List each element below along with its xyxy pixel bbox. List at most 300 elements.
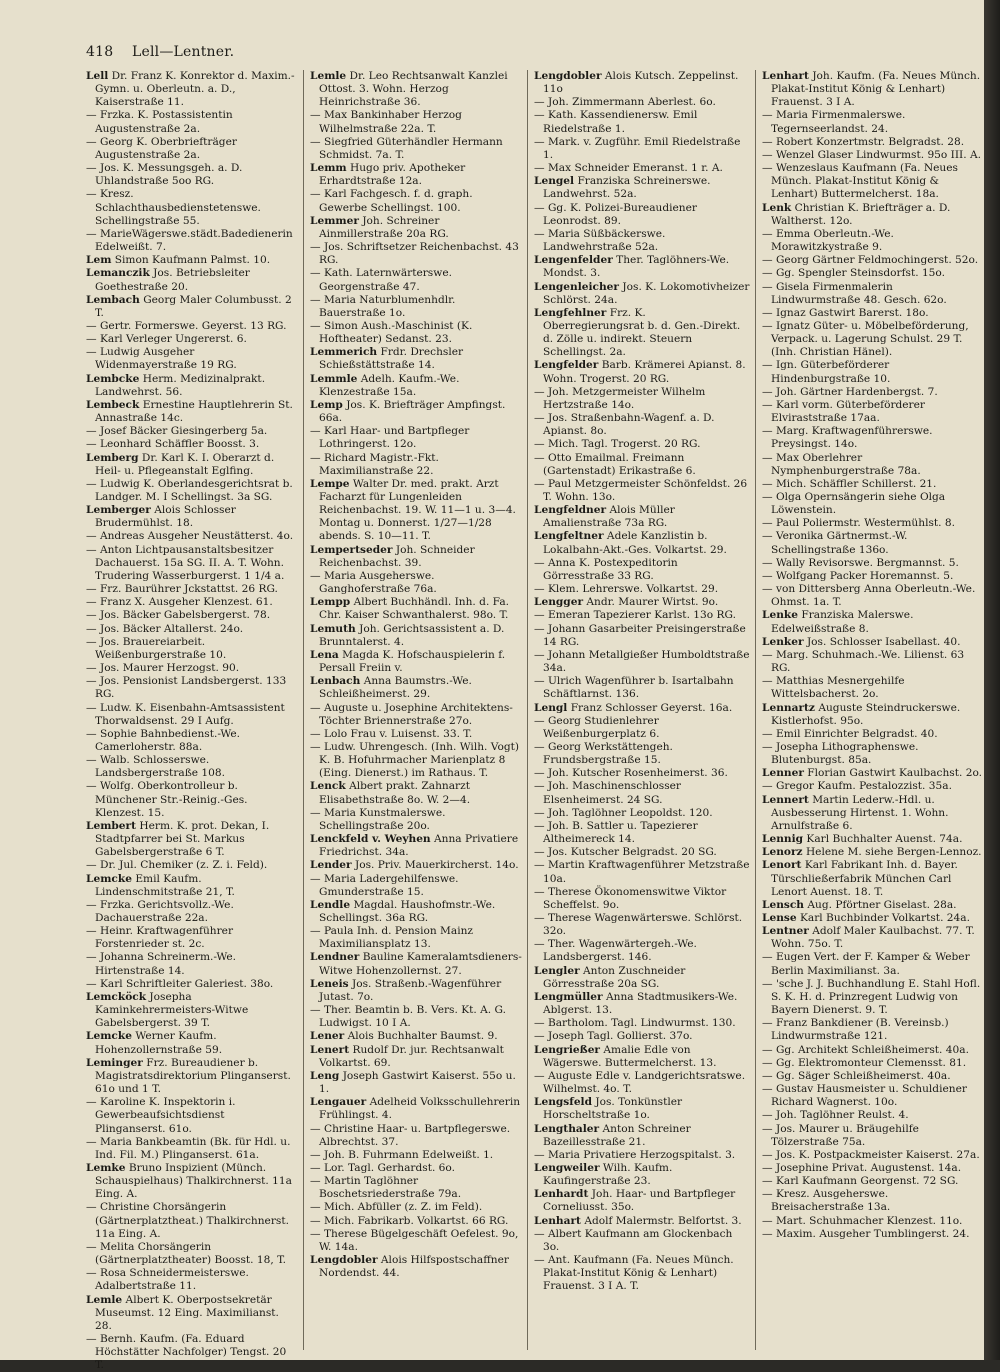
entry-text: Adolf Maler Kaulbachst. 77. T. Wohn. 75o. T.: [771, 925, 975, 951]
directory-entry: [86, 925, 298, 951]
directory-entry: [534, 596, 750, 609]
entry-text: — Gg. Architekt Schleißheimerst. 40a.: [762, 1043, 969, 1056]
directory-entry: [86, 320, 298, 333]
entry-text: — Kath. Kassendienersw. Emil Riedelstraße 1.: [534, 109, 698, 135]
directory-entry: [762, 741, 982, 767]
entry-text: Joh. Gerichtsassistent a. D. Brunntalerst. 4.: [319, 622, 505, 648]
directory-entry: [310, 109, 522, 135]
directory-entry: [534, 965, 750, 991]
entry-text: — Maria Kunstmalerswe. Schellingstraße 20o.: [310, 806, 446, 832]
entry-text: — Gustav Hausmeister u. Schuldiener Richard Wagnerst. 10o.: [762, 1083, 967, 1109]
directory-entry: [86, 859, 298, 872]
entry-text: Alois Buchhalter Baumst. 9.: [347, 1030, 498, 1043]
surname-heading: Lemmle: [310, 372, 358, 385]
directory-entry: [534, 583, 750, 596]
directory-entry: [310, 1162, 522, 1175]
entry-text: — Paul Poliermstr. Westermühlst. 8.: [762, 517, 956, 530]
entry-text: — Maxim. Ausgeher Tumblingerst. 24.: [762, 1227, 970, 1240]
surname-heading: Lenhart: [534, 1214, 581, 1227]
surname-heading: Lengfehlner: [534, 306, 607, 319]
surname-heading: Leneis: [310, 977, 349, 990]
entry-text: — Ther. Beamtin b. B. Vers. Kt. A. G. Ludwigst. 10 I A.: [310, 1004, 506, 1030]
surname-heading: Lenker: [762, 635, 804, 648]
entry-text: — Ludwig K. Oberlandesgerichtsrat b. Landger. M. I Schellingst. 3a SG.: [86, 477, 293, 503]
entry-text: — Ant. Kaufmann (Fa. Neues Münch. Plakat-Institut König & Lenhart) Frauenst. 3 I A. T.: [534, 1254, 734, 1293]
surname-heading: Lengauer: [310, 1096, 367, 1109]
directory-entry: [310, 399, 522, 425]
directory-entry: [534, 96, 750, 109]
entry-text: Barb. Krämerei Apianst. 8. Wohn. Trogerst. 20 RG.: [543, 359, 746, 385]
entry-text: — Frzka. Gerichtsvollz.-We. Dachauerstraße 22a.: [86, 898, 234, 924]
surname-heading: Lenorz: [762, 846, 803, 859]
directory-entry: [310, 833, 522, 859]
directory-entry: [310, 1004, 522, 1030]
directory-entry: [534, 807, 750, 820]
entry-text: — Simon Aush.-Maschinist (K. Hoftheater) Sedanst. 23.: [310, 319, 473, 346]
directory-entry: [762, 859, 982, 898]
directory-entry: [762, 899, 982, 912]
entry-text: — Paula Inh. d. Pension Mainz Maximiliansplatz 13.: [310, 925, 473, 951]
entry-text: Albert K. Oberpostsekretär Museumst. 12 Eing. Maximilianst. 28.: [95, 1293, 279, 1332]
directory-entry: [534, 741, 750, 767]
entry-text: — Otto Emailmal. Freimann (Gartenstadt) Erikastraße 6.: [534, 451, 696, 477]
entry-text: — Marg. Schuhmach.-We. Lilienst. 63 RG.: [762, 648, 965, 675]
page-number: 418: [86, 44, 114, 60]
entry-text: — 'sche J. J. Buchhandlung E. Stahl Hofl. S. K. H. d. Prinzregent Ludwig von Bayern Dienerst. 9. T.: [762, 977, 981, 1017]
directory-entry: [534, 412, 750, 438]
surname-heading: Lengfelder: [534, 359, 599, 372]
directory-entry: [762, 70, 982, 109]
directory-entry: [86, 399, 298, 425]
surname-heading: Lengmüller: [534, 990, 603, 1003]
entry-text: — Andreas Ausgeher Neustätterst. 4o.: [86, 530, 294, 543]
entry-text: Karl Buchhalter Auenst. 74a.: [806, 833, 963, 846]
entry-text: Ernestine Hauptlehrerin St. Annastraße 14c.: [95, 398, 293, 425]
directory-entry: [86, 504, 298, 530]
entry-text: — Jos. Brauereiarbeit. Weißenburgerstraße 10.: [86, 635, 227, 661]
entry-text: — Martin Kraftwagenführer Metzstraße 10a.: [534, 859, 750, 885]
directory-entry: [534, 1162, 750, 1188]
surname-heading: Lenort: [762, 859, 802, 872]
surname-heading: Lengler: [534, 964, 580, 977]
directory-entry: [86, 702, 298, 728]
entry-text: — Johann Metallgießer Humboldtstraße 34a.: [534, 648, 750, 675]
surname-heading: Lenner: [762, 767, 804, 780]
entry-text: — Maria Ausgeherswe. Ganghoferstraße 76a.: [310, 569, 437, 596]
entry-text: Walter Dr. med. prakt. Arzt Facharzt für Lungenleiden Reichenbachst. 19. W. 11—1 u. 3—4. Montag u. Donnerst. 1/27—1/28 abends. S. 10—11. T.: [319, 477, 516, 543]
directory-entry: [310, 675, 522, 701]
entry-text: — Gg. Säger Schleißheimerst. 40a.: [762, 1069, 951, 1082]
directory-entry: [534, 780, 750, 806]
entry-text: Albert prakt. Zahnarzt Elisabethstraße 8o. W. 2—4.: [319, 780, 471, 806]
entry-text: — Mich. Tagl. Trogerst. 20 RG.: [534, 438, 701, 451]
directory-entry: [762, 320, 982, 359]
entry-text: — Jos. Bäcker Gabelsbergerst. 78.: [86, 609, 271, 622]
entry-text: — von Dittersberg Anna Oberleutn.-We. Ohmst. 1a. T.: [762, 583, 976, 609]
surname-heading: Lembert: [86, 819, 137, 832]
entry-text: — Matthias Mesnergehilfe Wittelsbacherst. 2o.: [762, 675, 905, 701]
entry-text: — Emil Einrichter Belgradst. 40.: [762, 727, 938, 740]
directory-entry: [86, 1096, 298, 1135]
directory-entry: [310, 1175, 522, 1201]
entry-text: Joseph Gastwirt Kaiserst. 55o u. 1.: [319, 1069, 516, 1096]
entry-text: — Leonhard Schäffler Boosst. 3.: [86, 438, 260, 451]
directory-entry: [310, 951, 522, 977]
directory-entry: [310, 425, 522, 451]
directory-entry: [762, 517, 982, 530]
entry-text: Florian Gastwirt Kaulbachst. 2o.: [807, 767, 983, 780]
directory-entry: [86, 754, 298, 780]
entry-text: — Karl vorm. Güterbeförderer Elviraststraße 17aa.: [762, 398, 925, 425]
directory-entry: [86, 899, 298, 925]
directory-entry: [762, 1017, 982, 1043]
directory-entry: [534, 281, 750, 307]
entry-text: — Maria Naturblumenhdlr. Bauerstraße 1o.: [310, 293, 456, 319]
surname-heading: Lembeck: [86, 398, 140, 411]
directory-entry: [310, 649, 522, 675]
directory-entry: [310, 294, 522, 320]
surname-heading: Lem: [86, 254, 112, 267]
directory-entry: [762, 1083, 982, 1109]
directory-entry: [762, 649, 982, 675]
surname-heading: Lense: [762, 912, 797, 924]
directory-entry: [86, 267, 298, 293]
directory-entry: [762, 1149, 982, 1162]
directory-entry: [310, 188, 522, 214]
directory-entry: [86, 70, 298, 109]
directory-entry: [534, 438, 750, 451]
entry-text: Jos. K. Lokomotivheizer Schlörst. 24a.: [543, 280, 750, 306]
surname-heading: Lendner: [310, 951, 360, 964]
directory-entry: [762, 636, 982, 649]
directory-entry: [534, 1123, 750, 1149]
entry-text: — Auguste Edle v. Landgerichtsratswe. Wilhelmst. 4o. T.: [534, 1069, 746, 1096]
directory-entry: [86, 254, 298, 267]
directory-entry: [762, 399, 982, 425]
directory-entry: [762, 359, 982, 385]
entry-text: — Paul Metzgermeister Schönfeldst. 26 T. Wohn. 13o.: [534, 477, 748, 503]
entry-text: — Kresz. Ausgeherswe. Breisacherstraße 13a.: [762, 1188, 891, 1214]
directory-entry: [762, 1228, 982, 1241]
directory-entry: [86, 978, 298, 991]
directory-entry: [310, 978, 522, 1004]
directory-entry: [534, 162, 750, 175]
entry-text: — Bernh. Kaufm. (Fa. Eduard Höchstätter Nachfolger) Tengst. 20 T.: [86, 1333, 287, 1372]
entry-text: Anna Stadtmusikers-We. Ablgerst. 13.: [543, 990, 738, 1017]
directory-entry: [534, 452, 750, 478]
directory-entry: [762, 254, 982, 267]
entry-text: — Josef Bäcker Giesingerberg 5a.: [86, 425, 268, 438]
surname-heading: Lemberger: [86, 504, 151, 517]
entry-text: Amalie Edle von Wägerswe. Buttermelcherst. 13.: [543, 1043, 717, 1069]
entry-text: — Joh. Taglöhner Leopoldst. 120.: [534, 806, 713, 819]
directory-entry: [534, 1254, 750, 1293]
surname-heading: Lengdobler: [534, 70, 602, 82]
directory-entry: [86, 1136, 298, 1162]
entry-text: — Mich. Schäffler Schillerst. 21.: [762, 477, 937, 490]
entry-text: — Christine Chorsängerin (Gärtnerplatztheat.) Thalkirchnerst. 11a Eing. A.: [86, 1201, 289, 1240]
entry-text: — Walb. Schlosserswe. Landsbergerstraße 108.: [86, 754, 225, 780]
directory-entry: [310, 267, 522, 293]
entry-text: — Jos. Maurer u. Bräugehilfe Tölzerstraße 75a.: [762, 1122, 919, 1148]
directory-entry: [534, 938, 750, 964]
surname-heading: Lempp: [310, 596, 351, 609]
directory-entry: [310, 1070, 522, 1096]
directory-entry: [762, 228, 982, 254]
entry-text: — Ludw. K. Eisenbahn-Amtsassistent Thorwaldsenst. 29 I Aufg.: [86, 701, 285, 727]
entry-text: — Joh. Kutscher Rosenheimerst. 36.: [534, 767, 728, 780]
directory-entry: [762, 162, 982, 201]
entry-text: Joh. Haar- und Bartpfleger Corneliusst. 35o.: [543, 1188, 736, 1214]
directory-entry: [310, 478, 522, 544]
surname-heading: Lemcke: [86, 1030, 132, 1043]
entry-text: — Martin Taglöhner Boschetsriederstraße 79a.: [310, 1175, 462, 1201]
entry-text: — Franz X. Ausgeher Klenzest. 61.: [86, 596, 273, 609]
entry-text: — Lor. Tagl. Gerhardst. 6o.: [310, 1161, 455, 1174]
entry-text: — Emma Oberleutn.-We. Morawitzkystraße 9.: [762, 227, 894, 254]
entry-text: — Karoline K. Inspektorin i. Gewerbeaufsichtsdienst Plinganserst. 61o.: [86, 1096, 236, 1135]
surname-heading: Lengsfeld: [534, 1096, 592, 1109]
entry-text: Bauline Kameralamtsdieners-Witwe Hohenzollernst. 27.: [319, 951, 522, 977]
entry-text: — Gg. Elektromonteur Clemensst. 81.: [762, 1056, 967, 1069]
entry-text: Alois Müller Amalienstraße 73a RG.: [543, 504, 675, 530]
directory-entry: [86, 438, 298, 451]
directory-entry: [86, 373, 298, 399]
column-2: [310, 70, 522, 1350]
entry-text: — Karl Haar- und Bartpfleger Lothringerst. 12o.: [310, 425, 470, 451]
directory-entry: [310, 623, 522, 649]
directory-entry: [86, 109, 298, 135]
entry-text: — Joh. Gärtner Hardenbergst. 7.: [762, 385, 938, 398]
entry-text: Dr. Leo Rechtsanwalt Kanzlei Ottost. 3. Wohn. Herzog Heinrichstraße 36.: [319, 70, 508, 109]
directory-entry: [762, 530, 982, 556]
surname-heading: Lenke: [762, 609, 798, 622]
entry-text: Joh. Schneider Reichenbachst. 39.: [319, 543, 475, 569]
directory-entry: [534, 359, 750, 385]
directory-entry: [86, 1333, 298, 1372]
surname-heading: Lengel: [534, 175, 575, 188]
entry-text: — Maria Firmenmalerswe. Tegernseerlandst. 24.: [762, 109, 906, 135]
entry-text: — Richard Magistr.-Fkt. Maximilianstraße 22.: [310, 451, 439, 477]
entry-text: — MarieWägerswe.städt.Badedienerin Edelweißt. 7.: [86, 227, 293, 254]
directory-entry: [310, 1228, 522, 1254]
directory-entry: [86, 544, 298, 583]
entry-text: — Melita Chorsängerin (Gärtnerplatztheater) Boosst. 18, T.: [86, 1240, 286, 1267]
directory-entry: [762, 570, 982, 583]
entry-text: — Veronika Gärtnermst.-W. Schellingstraße 136o.: [762, 530, 908, 556]
surname-heading: Lensch: [762, 898, 805, 911]
entry-text: Josepha Kaminkehrermeisters-Witwe Gabelsbergerst. 39 T.: [95, 990, 249, 1030]
entry-text: Alois Kutsch. Zeppelinst. 11o: [543, 70, 739, 96]
entry-text: Adolf Malermstr. Belfortst. 3.: [584, 1214, 742, 1227]
entry-text: — Ludw. Uhrengesch. (Inh. Wilh. Vogt) K. B. Hofuhrmacher Marienplatz 8 (Eing. Dienerst.) im Rathaus. T.: [310, 740, 519, 780]
directory-entry: [310, 373, 522, 399]
surname-heading: Lengfeltner: [534, 530, 604, 543]
entry-text: — Georg Gärtner Feldmochingerst. 52o.: [762, 254, 979, 267]
surname-heading: Lender: [310, 859, 352, 872]
surname-heading: Lemuth: [310, 622, 356, 635]
surname-heading: Lener: [310, 1030, 345, 1043]
entry-text: — Joh. Taglöhner Reulst. 4.: [762, 1109, 909, 1122]
directory-entry: [762, 149, 982, 162]
directory-entry: [310, 544, 522, 570]
entry-text: Joh. Kaufm. (Fa. Neues Münch. Plakat-Institut König & Lenhart) Frauenst. 3 I A.: [771, 70, 981, 109]
entry-text: — Georg K. Oberbriefträger Augustenstraße 2a.: [86, 135, 237, 161]
directory-entry: [534, 859, 750, 885]
directory-entry: [534, 1215, 750, 1228]
entry-text: Herm. Medizinalprakt. Landwehrst. 56.: [95, 372, 266, 398]
directory-columns: [86, 70, 983, 1372]
entry-text: — Jos. Pensionist Landsbergerst. 133 RG.: [86, 675, 287, 701]
entry-text: Ther. Taglöhners-We. Mondst. 3.: [543, 254, 730, 280]
surname-heading: Lemmer: [310, 214, 359, 227]
directory-entry: [310, 1096, 522, 1122]
directory-entry: [762, 1215, 982, 1228]
directory-entry: [534, 820, 750, 846]
entry-text: Aug. Pförtner Giselast. 28a.: [807, 898, 957, 911]
directory-entry: [86, 294, 298, 320]
directory-entry: [86, 1030, 298, 1056]
entry-text: — Karl Kaufmann Georgenst. 72 SG.: [762, 1175, 959, 1188]
directory-entry: [310, 728, 522, 741]
directory-entry: [310, 899, 522, 925]
entry-text: Jos. Straßenb.-Wagenführer Jutast. 7o.: [319, 977, 502, 1003]
directory-entry: [762, 307, 982, 320]
directory-entry: [310, 241, 522, 267]
directory-entry: [762, 978, 982, 1017]
entry-text: Karl Buchbinder Volkartst. 24a.: [799, 912, 970, 924]
directory-entry: [534, 254, 750, 280]
entry-text: — Joh. Metzgermeister Wilhelm Hertzstraße 14o.: [534, 385, 706, 411]
entry-text: Karl Fabrikant Inh. d. Bayer. Türschließerfabrik München Carl Lenort Auenst. 18. T.: [771, 859, 958, 898]
surname-heading: Lena: [310, 648, 339, 661]
entry-text: — Albert Kaufmann am Glockenbach 3o.: [534, 1227, 733, 1253]
directory-entry: [762, 767, 982, 780]
surname-heading: Lembach: [86, 293, 140, 306]
directory-entry: [534, 609, 750, 622]
directory-entry: [86, 1162, 298, 1201]
running-head: Lell—Lentner.: [131, 44, 235, 60]
surname-heading: Lenhart: [762, 70, 809, 82]
entry-text: — Eugen Vert. der F. Kamper & Weber Berlin Maximilianst. 3a.: [762, 951, 970, 977]
directory-entry: [310, 452, 522, 478]
entry-text: — Max Schneider Emeranst. 1 r. A.: [534, 162, 723, 175]
directory-entry: [762, 780, 982, 793]
directory-entry: [762, 728, 982, 741]
surname-heading: Lenhardt: [534, 1188, 589, 1201]
entry-text: — Karl Fachgesch. f. d. graph. Gewerbe Schellingst. 100.: [310, 188, 473, 214]
entry-text: — Therese Ökonomenswitwe Viktor Scheffelst. 9o.: [534, 885, 727, 911]
directory-entry: [762, 1044, 982, 1057]
surname-heading: Lengfeldner: [534, 504, 607, 517]
directory-entry: [534, 715, 750, 741]
entry-text: — Ignaz Gastwirt Barerst. 18o.: [762, 306, 929, 319]
directory-entry: [762, 1057, 982, 1070]
directory-entry: [534, 478, 750, 504]
directory-entry: [534, 530, 750, 556]
directory-entry: [534, 504, 750, 530]
column-divider: [303, 70, 304, 1350]
surname-heading: Lemp: [310, 398, 343, 411]
surname-heading: Lemle: [310, 70, 347, 82]
entry-text: — Joh. Zimmermann Aberlest. 6o.: [534, 96, 716, 109]
directory-entry: [762, 675, 982, 701]
directory-entry: [762, 281, 982, 307]
directory-entry: [310, 1044, 522, 1070]
entry-text: Andr. Maurer Wirtst. 9o.: [586, 596, 719, 609]
directory-entry: [86, 136, 298, 162]
surname-heading: Lempe: [310, 477, 350, 490]
surname-heading: Lemanczik: [86, 267, 150, 280]
entry-text: — Ign. Güterbeförderer Hindenburgstraße 10.: [762, 359, 891, 385]
entry-text: — Georg Werkstättengeh. Frundsbergstraße 15.: [534, 740, 673, 767]
directory-entry: [534, 702, 750, 715]
surname-heading: Lengdobler: [310, 1254, 378, 1267]
directory-entry: [86, 530, 298, 543]
directory-entry: [762, 136, 982, 149]
column-1: [86, 70, 298, 1372]
entry-text: — Ulrich Wagenführer b. Isartalbahn Schäftlarnst. 136.: [534, 675, 734, 701]
directory-entry: [762, 557, 982, 570]
page-header: [86, 44, 234, 60]
entry-text: Auguste Steindruckerswe. Kistlerhofst. 95o.: [771, 701, 961, 727]
directory-entry: [762, 912, 982, 925]
directory-entry: [534, 557, 750, 583]
entry-text: — Franz Bankdiener (B. Vereinsb.) Lindwurmstraße 121.: [762, 1017, 949, 1043]
entry-text: Jos. Priv. Mauerkircherst. 14o.: [355, 859, 519, 872]
entry-text: — Siegfried Güterhändler Hermann Schmidst. 7a. T.: [310, 135, 503, 161]
entry-text: — Wenzel Glaser Lindwurmst. 95o III. A.: [762, 148, 981, 161]
surname-heading: Lemcköck: [86, 990, 147, 1003]
entry-text: — Mich. Abfüller (z. Z. im Feld).: [310, 1201, 483, 1214]
directory-entry: [762, 1188, 982, 1214]
entry-text: — Heinr. Kraftwagenführer Forstenrieder st. 2c.: [86, 925, 234, 951]
directory-entry: [534, 649, 750, 675]
entry-text: — Jos. K. Postpackmeister Kaiserst. 27a.: [762, 1148, 980, 1161]
directory-entry: [86, 1241, 298, 1267]
directory-entry: [534, 202, 750, 228]
directory-entry: [534, 1030, 750, 1043]
directory-entry: [762, 202, 982, 228]
directory-entry: [762, 951, 982, 977]
entry-text: — Dr. Jul. Chemiker (z. Z. i. Feld).: [86, 859, 268, 872]
surname-heading: Lengenleicher: [534, 280, 620, 293]
directory-entry: [534, 767, 750, 780]
directory-entry: [310, 320, 522, 346]
entry-text: — Gg. Spengler Steinsdorfst. 15o.: [762, 267, 945, 280]
surname-heading: Lengthaler: [534, 1122, 600, 1135]
directory-entry: [762, 1070, 982, 1083]
entry-text: — Mart. Schuhmacher Klenzest. 11o.: [762, 1214, 963, 1227]
directory-entry: [534, 175, 750, 201]
entry-text: — Bartholom. Tagl. Lindwurmst. 130.: [534, 1017, 736, 1030]
entry-text: — Wenzeslaus Kaufmann (Fa. Neues Münch. Plakat-Institut König & Lenhart) Buttermelcherst. 18a.: [762, 162, 958, 201]
entry-text: — Frzka. K. Postassistentin Augustenstraße 2a.: [86, 109, 233, 135]
entry-text: — Wolfgang Packer Horemannst. 5.: [762, 569, 954, 582]
entry-text: — Kresz. Schlachthausbedienstetenswe. Schellingstraße 55.: [86, 188, 261, 227]
entry-text: Frz. K. Oberregierungsrat b. d. Gen.-Direkt. d. Zölle u. indirekt. Steuern Schellingst. 2a.: [543, 306, 741, 359]
directory-entry: [310, 807, 522, 833]
entry-text: Magdal. Haushofmstr.-We. Schellingst. 36a RG.: [319, 898, 496, 924]
entry-text: — Anton Lichtpausanstaltsbesitzer Dachauerst. 15a SG. II. A. T. Wohn. Trudering Wasserburgerst. 1 1/4 a.: [86, 543, 285, 582]
entry-text: Franziska Schreinerswe. Landwehrst. 52a.: [543, 175, 711, 201]
surname-heading: Lengweiler: [534, 1161, 600, 1174]
entry-text: — Ludwig Ausgeher Widenmayerstraße 19 RG.: [86, 346, 237, 372]
directory-entry: [762, 267, 982, 280]
entry-text: — Frz. Baurührer Jckstattst. 26 RG.: [86, 583, 278, 596]
directory-entry: [534, 307, 750, 360]
directory-entry: [534, 228, 750, 254]
